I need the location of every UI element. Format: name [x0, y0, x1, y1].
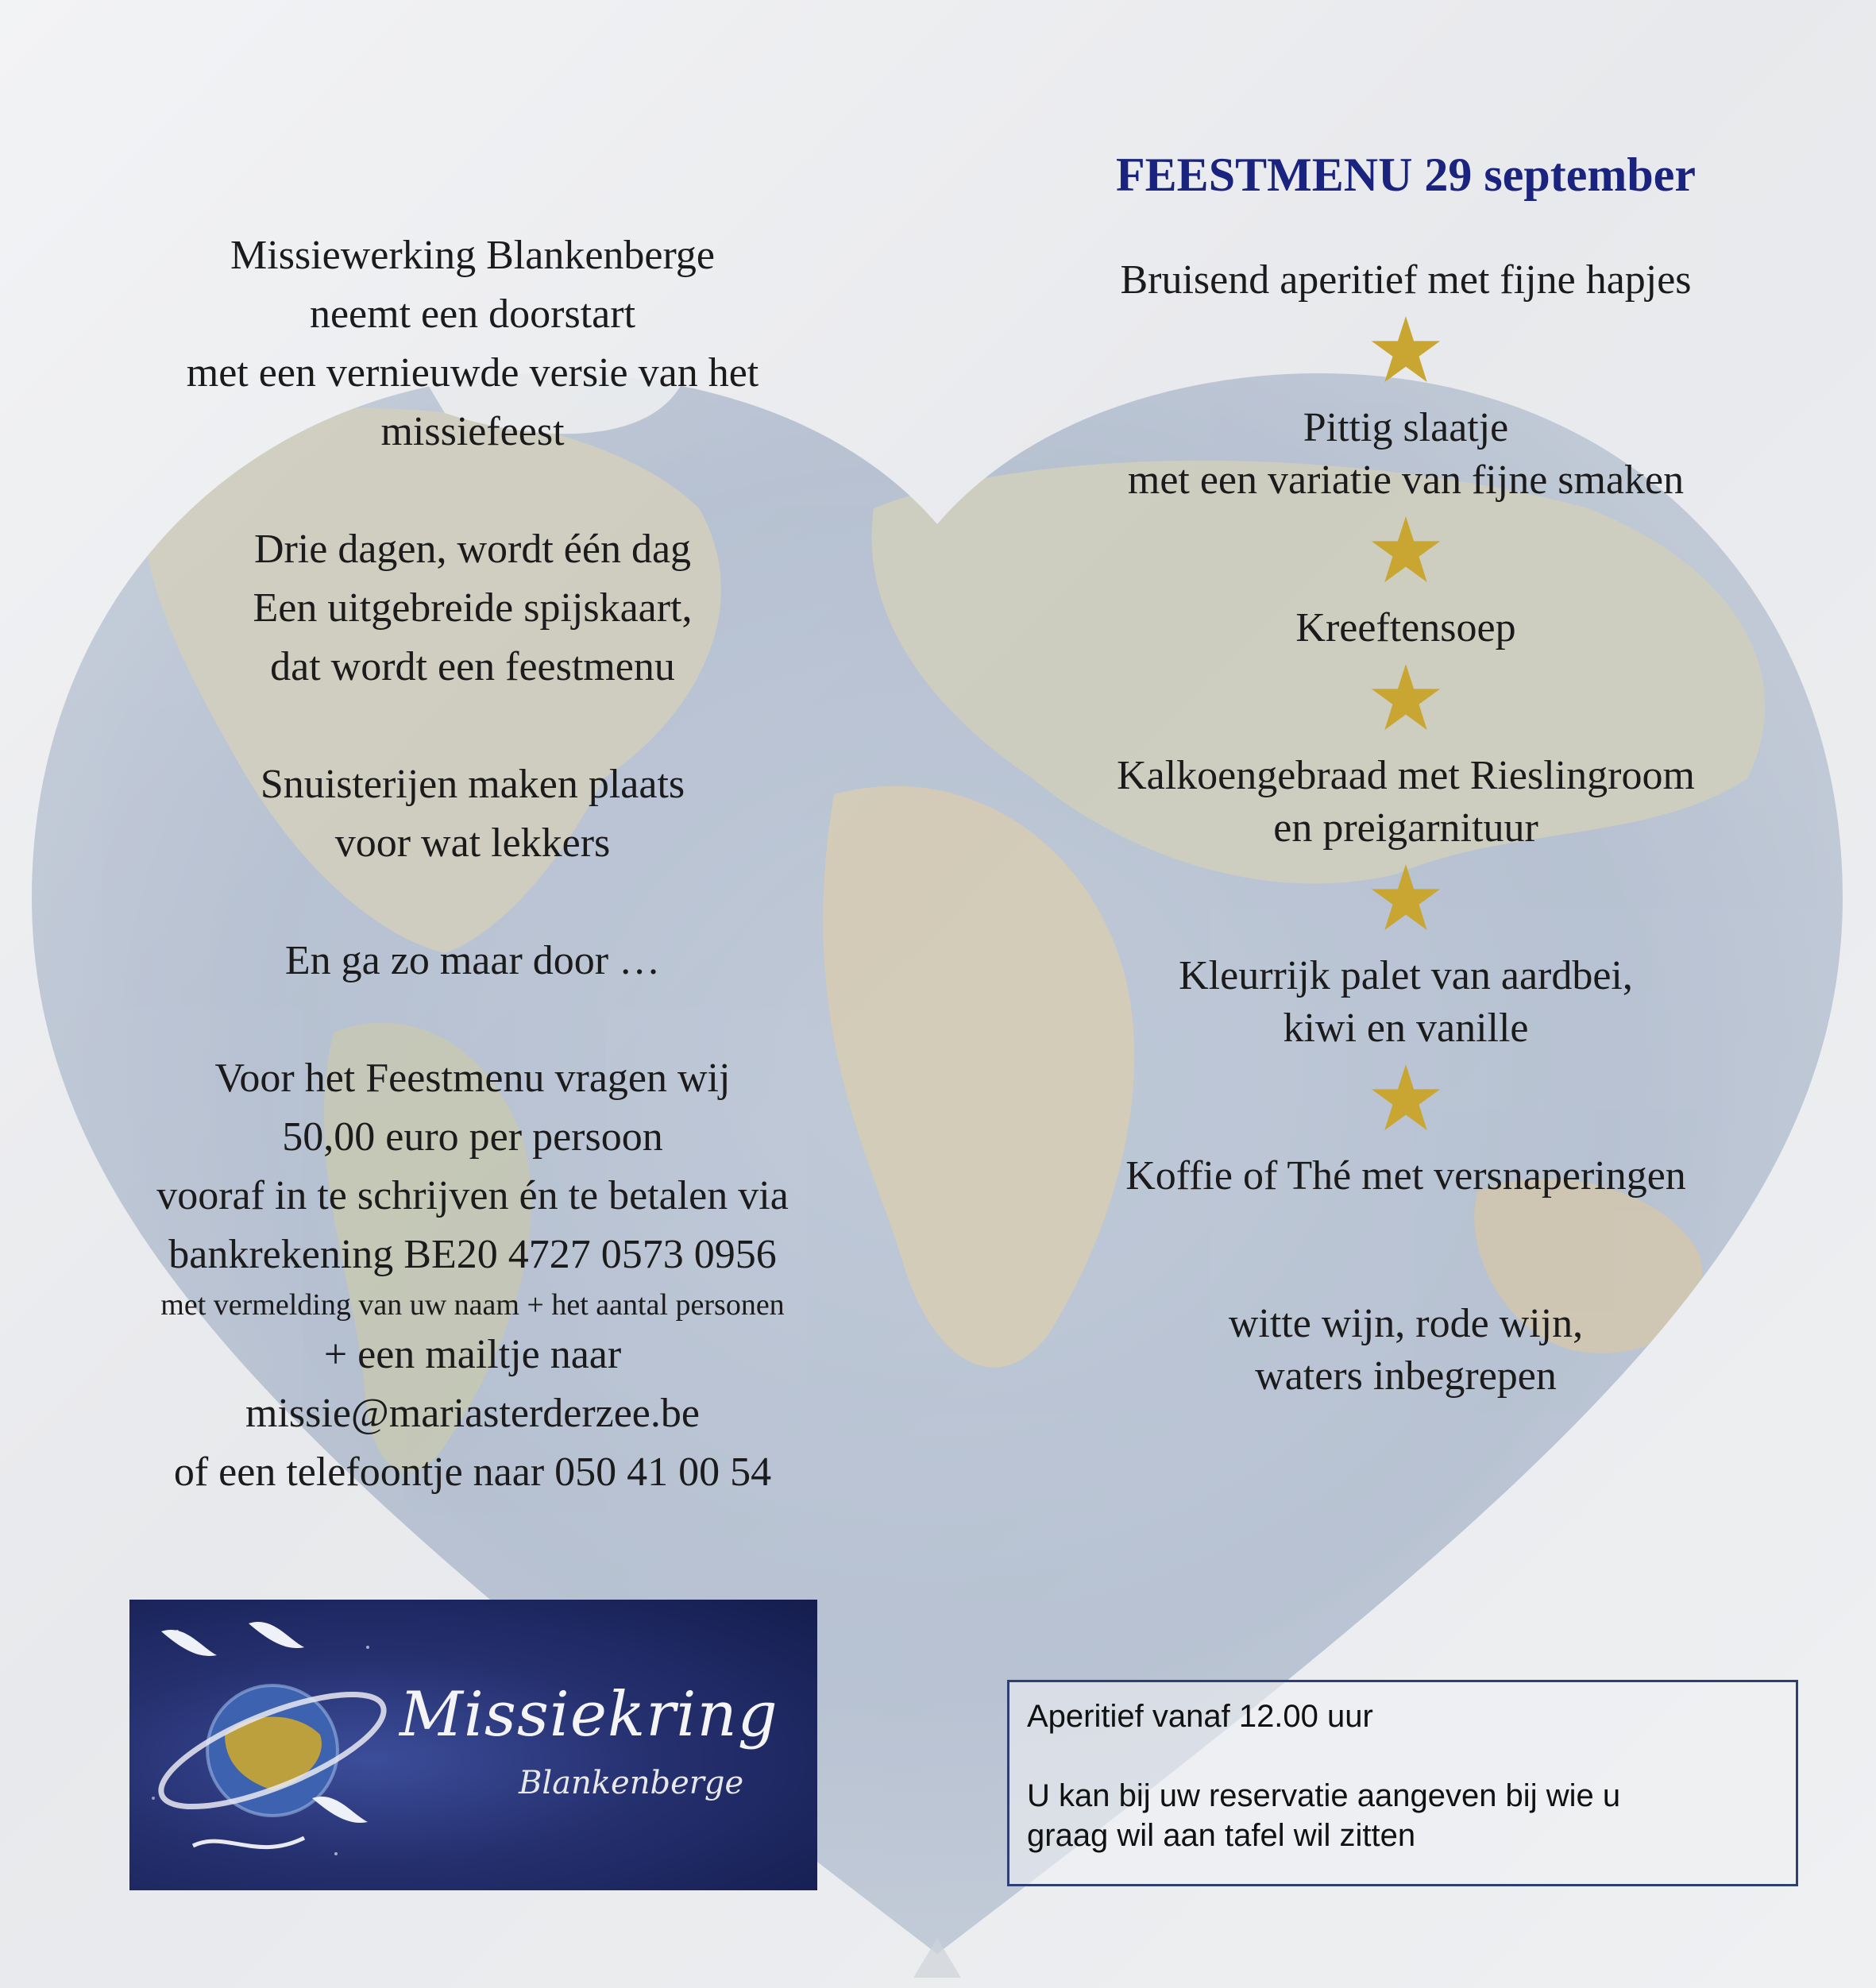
intro-line: voor wat lekkers — [334, 820, 611, 866]
menu-course: Bruisend aperitief met fijne hapjes — [1120, 257, 1692, 303]
mail-line: + een mailtje naar — [323, 1332, 622, 1377]
menu-course: Kreeftensoep — [1295, 605, 1516, 650]
menu-course: en preigarnituur — [1273, 805, 1538, 851]
feast-menu — [1056, 143, 1755, 1403]
menu-course: Koffie of Thé met versnaperingen — [1125, 1153, 1686, 1199]
payment-note: met vermelding van uw naam + het aantal personen — [160, 1288, 785, 1322]
info-box — [1007, 1680, 1798, 1886]
intro-line: Drie dagen, wordt één dag — [253, 527, 692, 572]
payment-line: vooraf in te schrijven én te betalen via — [156, 1173, 789, 1218]
star-icon — [1369, 1063, 1442, 1133]
email-address: missie@mariasterderzee.be — [245, 1391, 700, 1436]
missiekring-logo — [129, 1600, 817, 1890]
price-line: Voor het Feestmenu vragen wij — [214, 1056, 731, 1101]
intro-line: Snuisterijen maken plaats — [260, 762, 685, 807]
menu-course: Kalkoengebraad met Rieslingroom — [1117, 753, 1695, 798]
menu-course: met een variatie van fijne smaken — [1127, 457, 1685, 503]
menu-title: FEESTMENU 29 september — [1116, 149, 1696, 201]
menu-course: kiwi en vanille — [1283, 1006, 1529, 1051]
logo-title: Missiekring — [400, 1679, 778, 1751]
intro-line: missiefeest — [380, 409, 565, 454]
menu-course: Kleurrijk palet van aardbei, — [1179, 953, 1633, 998]
intro-line: En ga zo maar door … — [284, 938, 661, 983]
drinks-line: witte wijn, rode wijn, — [1228, 1301, 1584, 1346]
menu-course: Pittig slaatje — [1303, 405, 1509, 450]
intro-line: met een vernieuwde versie van het — [186, 350, 759, 396]
seating-note: U kan bij uw reservatie aangeven bij wie u — [1027, 1778, 1621, 1813]
intro-line: Missiewerking Blankenberge — [230, 233, 715, 278]
intro-text — [64, 226, 882, 1502]
star-icon — [1369, 863, 1442, 932]
intro-line: dat wordt een feestmenu — [270, 644, 675, 689]
price-line: 50,00 euro per persoon — [282, 1114, 663, 1160]
drinks-line: waters inbegrepen — [1255, 1353, 1557, 1399]
logo-subtitle: Blankenberge — [519, 1765, 744, 1801]
phone-line: of een telefoontje naar 050 41 00 54 — [173, 1450, 772, 1495]
star-icon — [1369, 662, 1442, 732]
star-icon — [1369, 315, 1442, 384]
star-icon — [1369, 515, 1442, 585]
seating-note: graag wil aan tafel wil zitten — [1027, 1818, 1416, 1853]
bank-account: bankrekening BE20 4727 0573 0956 — [168, 1232, 777, 1277]
intro-line: Een uitgebreide spijskaart, — [253, 585, 693, 631]
aperitif-time: Aperitief vanaf 12.00 uur — [1027, 1699, 1373, 1734]
intro-line: neemt een doorstart — [309, 291, 636, 337]
